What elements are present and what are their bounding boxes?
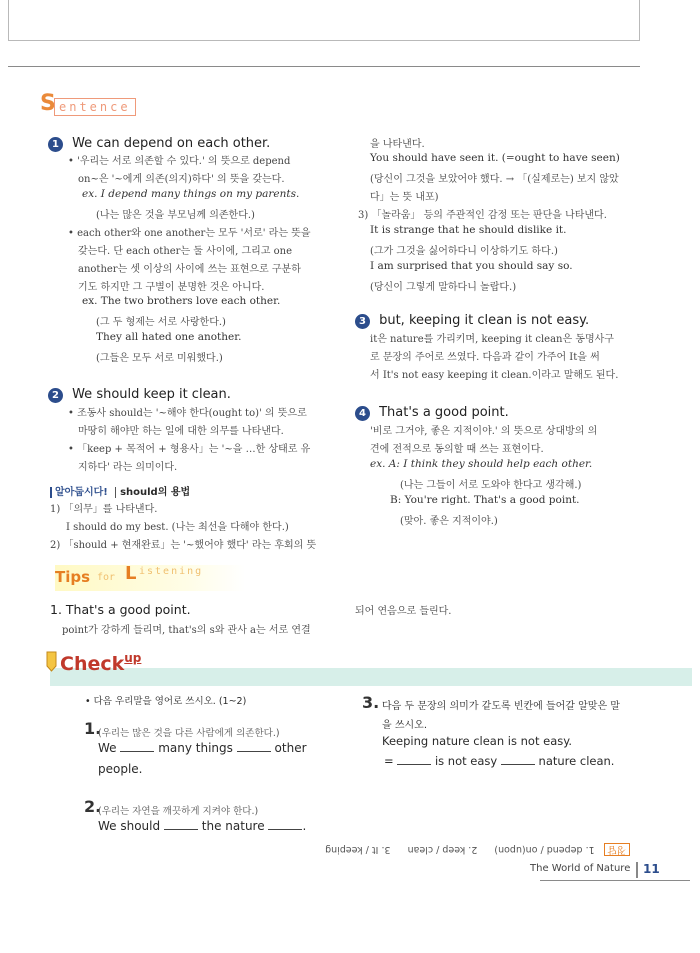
- q3-line2: 을 쓰시오.: [382, 720, 427, 731]
- q1-blank-1[interactable]: [120, 741, 154, 752]
- check-title-up: up: [124, 651, 142, 665]
- sentence-number-3: 3: [355, 314, 370, 329]
- s1-example2-en: ex. The two brothers love each other.: [82, 295, 281, 307]
- sentence-number-2: 2: [48, 388, 63, 403]
- s3-line3: 서 It's not easy keeping it clean.이라고 말해도 된다.: [370, 370, 619, 381]
- check-title-main: Check: [60, 653, 125, 675]
- s4-example-a-kr: (나는 그들이 서로 도와야 한다고 생각해.): [400, 480, 582, 491]
- rc-line2: You should have seen it. (=ought to have seen): [370, 152, 620, 164]
- s3-line2: 로 문장의 주어로 쓰였다. 다음과 같이 가주어 It을 써: [370, 352, 600, 363]
- s1-line1: • '우리는 서로 의존할 수 있다.' 의 뜻으로 depend: [68, 156, 291, 167]
- answer-2: 2. keep / clean: [407, 844, 478, 855]
- tip-title: should의 용법: [115, 487, 190, 498]
- s4-example-b-kr: (맞아. 좋은 지적이야.): [400, 516, 498, 527]
- sentence-4-title: That's a good point.: [379, 405, 509, 420]
- s1-line4: 갖는다. 단 each other는 둘 사이에, 그리고 one: [78, 246, 293, 257]
- question-2-korean: (우리는 자연을 깨끗하게 지켜야 한다.): [98, 806, 259, 817]
- footer-chapter: The World of Nature: [530, 863, 631, 874]
- badge-rest: entence: [54, 98, 136, 116]
- header-divider: [8, 66, 640, 67]
- page-number-box: [636, 862, 664, 878]
- tips-item-cont: 되어 연음으로 들린다.: [355, 606, 452, 617]
- q3-part-b: is not easy: [434, 754, 498, 768]
- rc-line6: It is strange that he should dislike it.: [370, 224, 567, 236]
- q3-part-a: =: [384, 754, 394, 768]
- question-1-sentence: [98, 741, 307, 755]
- q1-blank-2[interactable]: [237, 741, 271, 752]
- sentence-number-4: 4: [355, 406, 370, 421]
- sentence-3-heading: [355, 309, 589, 329]
- s1-line5: another는 셋 이상의 사이에 쓰는 표현으로 구분하: [78, 264, 301, 275]
- q3-line1: 다음 두 문장의 의미가 같도록 빈칸에 들어갈 알맞은 말: [382, 701, 620, 712]
- pencil-icon: [44, 650, 60, 672]
- q1-part-d: people.: [98, 762, 143, 776]
- q1-part-a: We: [98, 741, 117, 755]
- header-frame: [8, 0, 640, 41]
- s1-example2-kr: (그 두 형제는 서로 사랑한다.): [96, 317, 226, 328]
- q3-blank-1[interactable]: [397, 754, 431, 765]
- check-instruction: • 다음 우리말을 영어로 쓰시오. (1~2): [85, 696, 247, 707]
- q2-blank-2[interactable]: [268, 819, 302, 830]
- s4-example-b-en: B: You're right. That's a good point.: [390, 494, 580, 506]
- footer-divider: [540, 880, 690, 881]
- sentence-2-heading: [48, 383, 231, 403]
- s1-example3-en: They all hated one another.: [96, 331, 242, 343]
- q1-part-b: many things: [158, 741, 233, 755]
- tips-item-body: point가 강하게 들리며, that's의 s와 관사 a는 서로 연결: [62, 625, 311, 636]
- tips-title-b: for: [97, 572, 116, 583]
- rc-line8: I am surprised that you should say so.: [370, 260, 573, 272]
- rc-line1: 을 나타낸다.: [370, 139, 425, 150]
- s1-line3: • each other와 one another는 모두 '서로' 라는 뜻을: [68, 228, 311, 239]
- s1-example1-kr: (나는 많은 것을 부모님께 의존한다.): [96, 210, 255, 221]
- sentence-3-title: but, keeping it clean is not easy.: [379, 313, 590, 328]
- tips-title-a: Tips: [55, 568, 91, 586]
- tips-title-c: L: [125, 563, 137, 584]
- rc-line3: (당신이 그것을 보았어야 했다. → 「(실제로는) 보지 않았: [370, 174, 619, 185]
- q2-part-b: the nature: [201, 819, 265, 833]
- tips-item-title: 1. That's a good point.: [50, 602, 191, 617]
- s1-example1-en: ex. I depend many things on my parents.: [82, 188, 300, 200]
- s2-line3: • 「keep + 목적어 + 형용사」는 '~을 …한 상태로 유: [68, 444, 311, 455]
- check-up-bar: [50, 668, 692, 686]
- s3-line1: it은 nature를 가리키며, keeping it clean은 동명사구: [370, 334, 614, 345]
- should-usage-1-example: I should do my best. (나는 최선을 다해야 한다.): [66, 522, 289, 533]
- s2-line4: 지하다' 라는 의미이다.: [78, 462, 178, 473]
- sentence-4-heading: [355, 401, 509, 421]
- question-2-number: 2.: [84, 797, 102, 816]
- question-3-number: 3.: [362, 693, 380, 712]
- q3-part-c: nature clean.: [538, 754, 615, 768]
- s1-line2: on~은 '~에게 의존(의지)하다' 의 뜻을 갖는다.: [78, 174, 285, 185]
- q2-blank-1[interactable]: [164, 819, 198, 830]
- question-1-korean: (우리는 많은 것을 다른 사람에게 의존한다.): [98, 728, 280, 739]
- tip-label: 알아둡시다!: [50, 487, 108, 498]
- answer-3: 3. It / keeping: [325, 844, 391, 855]
- sentence-number-1: 1: [48, 137, 63, 152]
- s4-line1: '비로 그거야, 좋은 지적이야.' 의 뜻으로 상대방의 의: [370, 426, 598, 437]
- badge-initial: S: [40, 91, 56, 116]
- should-usage-1: 1) 「의무」를 나타낸다.: [50, 504, 158, 515]
- rc-line5: 3) 「놀라움」 등의 주관적인 감정 또는 판단을 나타낸다.: [358, 210, 607, 221]
- q3-line3: Keeping nature clean is not easy.: [382, 734, 573, 748]
- rc-line4: 다」는 뜻 내포): [370, 192, 439, 203]
- rc-line7: (그가 그것을 싫어하다니 이상하기도 하다.): [370, 246, 558, 257]
- should-usage-2: 2) 「should + 현재완료」는 '~했어야 했다' 라는 후회의 뜻: [50, 540, 317, 551]
- rc-line9: (당신이 그렇게 말하다니 놀랍다.): [370, 282, 517, 293]
- s4-line2: 견에 전적으로 동의할 때 쓰는 표현이다.: [370, 444, 544, 455]
- s4-example-a-en: ex. A: I think they should help each other.: [370, 458, 593, 470]
- check-up-title: [60, 651, 141, 675]
- q3-sentence: [384, 754, 614, 768]
- q1-part-c: other: [274, 741, 307, 755]
- should-usage-box-title: [50, 483, 190, 498]
- tips-title-d: istening: [139, 566, 204, 577]
- answer-1: 1. depend / on(upon): [494, 844, 595, 855]
- answer-label: 정답: [604, 843, 630, 856]
- q3-blank-2[interactable]: [501, 754, 535, 765]
- s2-line2: 마땅히 해야만 하는 일에 대한 의무를 나타낸다.: [78, 426, 284, 437]
- question-2-sentence: [98, 819, 306, 833]
- answer-key: [325, 844, 630, 858]
- sentence-section-badge: [40, 91, 140, 117]
- tips-for-listening-banner: [55, 565, 245, 591]
- page-number: 11: [643, 862, 660, 876]
- s2-line1: • 조동사 should는 '~해야 한다(ought to)' 의 뜻으로: [68, 408, 307, 419]
- s1-example3-kr: (그들은 모두 서로 미워했다.): [96, 353, 223, 364]
- sentence-1-title: We can depend on each other.: [72, 136, 271, 151]
- q2-part-a: We should: [98, 819, 161, 833]
- s1-line6: 기도 하지만 그 구별이 분명한 것은 아니다.: [78, 282, 265, 293]
- sentence-2-title: We should keep it clean.: [72, 387, 231, 402]
- q2-part-c: .: [302, 819, 307, 833]
- question-1-number: 1.: [84, 719, 102, 738]
- sentence-1-heading: [48, 132, 270, 152]
